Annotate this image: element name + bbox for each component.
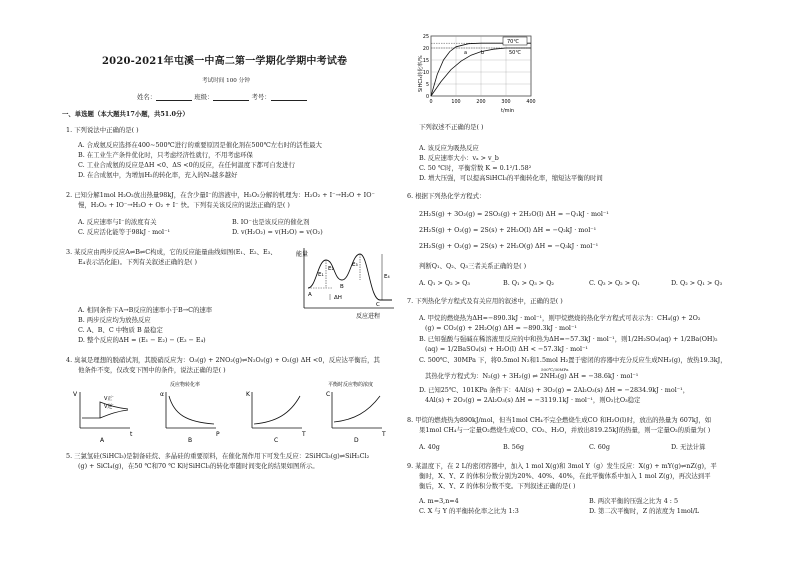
legend-70: 70℃: [507, 39, 519, 45]
y-tick-label: 15: [422, 58, 429, 64]
y-tick-label: 25: [422, 34, 429, 40]
q5-question: 下列叙述不正确的是( ): [419, 123, 484, 131]
q3-option-d: D. 整个反应的ΔH = (E₁ − E₂) − (E₃ − E₄): [78, 336, 206, 344]
q6-option-d: D. Q₂ > Q₁ > Q₃: [671, 279, 723, 287]
q6-option-c: C. Q₃ > Q₂ > Q₁: [589, 279, 640, 287]
q7-stem: 7. 下列热化学方程式及有关应用的叙述中，正确的是( ): [407, 297, 563, 305]
fig3-label-e4: E₄: [384, 274, 390, 280]
section-heading: 一、单选题（本大题共17小题，共51.0分）: [62, 110, 189, 118]
q7-option-c-line2: 其热化学方程式为：N₂(g) + 3H₂(g) ⇌ 2NH₃(g) ΔH = −38.6kJ · mol⁻¹: [425, 372, 639, 380]
y-tick-label: 20: [422, 46, 429, 52]
chart-xlabel: t/min: [501, 108, 515, 114]
q4-fig-a-letter: A: [100, 437, 105, 444]
q8-option-b: B. 56g: [503, 443, 524, 451]
fig3-ylabel: 能量: [296, 251, 309, 258]
q4-fig-b-title: 反应物转化率: [170, 382, 201, 388]
q4-fig-a-xlabel: t: [130, 431, 133, 438]
q4-fig-c-letter: C: [274, 437, 279, 444]
q8-option-a: A. 40g: [419, 443, 440, 451]
q3-option-a: A. 相同条件下A→B反应的速率小于B→C的速率: [78, 306, 213, 314]
q8-option-c: C. 60g: [589, 443, 610, 451]
q3-stem-line2: E₄表示活化能)。下列有关叙述正确的是( ): [78, 258, 197, 266]
fig3-label-e1: E₁: [318, 272, 324, 278]
q4-fig-c-ylabel: K: [246, 391, 250, 398]
q7-option-c-condition: 500℃/30MPa: [541, 367, 569, 372]
x-tick-label: 0: [429, 100, 433, 105]
point-label-a: a: [464, 50, 468, 56]
q1-stem: 1. 下列说法中正确的是( ): [66, 126, 139, 134]
q4-fig-a: [73, 391, 133, 444]
q4-fig-b: [160, 381, 220, 444]
q3-option-b: B. 两步反应均为放热反应: [78, 316, 151, 324]
q6-judge: 判断Q₁、Q₂、Q₃三者关系正确的是( ): [419, 262, 527, 270]
q4-fig-b-letter: B: [188, 437, 193, 444]
point-label-b: b: [481, 50, 485, 56]
energy-profile-figure: [296, 246, 400, 320]
exam-title: 2020-2021年屯溪一中高二第一学期化学期中考试卷: [102, 56, 348, 67]
q6-eq1: 2H₂S(g) + 3O₂(g) = 2SO₂(g) + 2H₂O(l) ΔH = −Q₁kJ · mol⁻¹: [419, 210, 609, 218]
conversion-chart: [417, 32, 547, 116]
q9-option-a: A. m=3,n=4: [419, 497, 459, 505]
q4-fig-c-xlabel: T: [302, 431, 306, 438]
q4-fig-c: [246, 391, 306, 444]
q5-option-b: B. 反应速率大小：vₐ > v_b: [419, 154, 499, 162]
q4-fig-a-ylabel: V: [73, 391, 78, 398]
q2-option-d: D. v(H₂O₂) = v(H₂O) = v(O₂): [232, 228, 323, 236]
q5-option-d: D. 增大压强，可以提高SiHCl₃的平衡转化率，缩短达平衡的时间: [419, 174, 603, 182]
q1-option-c: C. 工业合成氨的反应是ΔH <0、ΔS <0的反应，在任何温度下都可自发进行: [78, 161, 295, 169]
x-tick-label: 200: [476, 100, 486, 105]
fig3-label-e3: E₃: [352, 262, 358, 268]
q4-stem-line1: 4. 臭氧是理想的脱硝试剂，其脱硝反应为：O₃(g) + 2NO₂(g)⇌N₂O₅(g) + O₂(g) ΔH <0，反应达平衡后，其: [66, 356, 380, 364]
fig3-label-a: A: [308, 292, 312, 298]
q2-stem-line1: 2. 已知分解1mol H₂O₂放出热量98kJ，在含少量I⁻的溶液中，H₂O₂分解的机理为：H₂O₂ + I⁻→H₂O + IO⁻: [66, 191, 375, 199]
q8-stem-line2: 果1mol CH₄与一定量O₂燃烧生成CO、CO₂、H₂O，并放出819.25kJ的热量，则一定量O₂的质量为( ): [419, 426, 711, 434]
name-label: 姓名：: [137, 93, 157, 101]
q2-option-a: A. 反应速率与I⁻的浓度有关: [78, 218, 157, 226]
legend-50: 50℃: [509, 50, 521, 56]
q6-option-a: A. Q₁ > Q₂ > Q₃: [419, 279, 470, 287]
q1-option-d: D. 在合成氨中，为增加H₂的转化率，充入的N₂越多越好: [78, 171, 238, 179]
q4-fig-d-ylabel: C: [326, 391, 331, 398]
q6-eq2: 2H₂S(g) + O₂(g) = 2S(s) + 2H₂O(l) ΔH = −Q₂kJ · mol⁻¹: [419, 226, 597, 234]
q5-option-c: C. 50 ℃时，平衡常数 K = 0.1²/1.58²: [419, 164, 532, 172]
x-tick-label: 300: [501, 100, 511, 105]
q4-fig-d-xlabel: T: [382, 431, 386, 438]
y-tick-label: 10: [422, 70, 429, 76]
q4-fig-d-letter: D: [354, 437, 359, 444]
y-tick-label: 5: [425, 82, 429, 88]
q9-option-d: D. 第二次平衡时，Z 的浓度为 1mol/L: [589, 507, 700, 515]
q4-fig-d: [326, 381, 386, 444]
fig3-xlabel: 反应进程: [356, 313, 381, 320]
q6-eq3: 2H₂S(g) + O₂(g) = 2S(s) + 2H₂O(g) ΔH = −Q₃kJ · mol⁻¹: [419, 242, 599, 250]
q9-stem-line3: 衡后，X、Y、Z 的体积分数不变。下列叙述正确的是( ): [419, 482, 576, 490]
q2-option-c: C. 反应活化能等于98kJ · mol⁻¹: [78, 228, 171, 236]
q7-option-d-line2: 4Al(s) + 2O₃(g) = 2Al₂O₃(s) ΔH = −3119.1kJ · mol⁻¹，则O₂比O₃稳定: [425, 396, 641, 404]
q3-option-c: C. A、B、C 中物质 B 最稳定: [78, 326, 163, 334]
q4-fig-a-mark2: V逆′: [104, 404, 114, 410]
fig3-label-e2: E₂: [328, 266, 334, 272]
q2-option-b: B. IO⁻也是该反应的催化剂: [232, 218, 310, 226]
q5-stem-line2: (g) + SiCl₄(g)，在50 ℃和70 ℃ K时SiHCl₃的转化率随时间变化的结果如图所示。: [78, 462, 319, 470]
q4-fig-a-mark1: V正′: [104, 396, 114, 402]
q1-option-b: B. 在工业生产条件优化时，只考虑经济性就行，不用考虑环保: [78, 151, 253, 159]
q9-option-c: C. X 与 Y 的平衡转化率之比为 1:3: [419, 507, 519, 515]
q4-stem-line2: 他条件不变，仅改变下图中的条件，说法正确的是( ): [78, 366, 226, 374]
fig3-label-b: B: [340, 284, 344, 290]
chart-ylabel: SiHCl₃转化率/%: [418, 55, 424, 92]
exam-time: 考试时间 100 分钟: [202, 78, 250, 84]
q7-option-d-line1: D. 已知25℃、101KPa 条件下：4Al(s) + 3O₂(g) = 2Al₂O₃(s) ΔH = −2834.9kJ · mol⁻¹，: [419, 386, 690, 394]
fig3-label-c: C: [376, 302, 380, 308]
fig3-label-dh: ΔH: [334, 295, 342, 301]
q9-stem-line2: 衡时，X、Y、Z 的体积分数分别为20%、40%、40%，在此平衡体系中加入 1 mol Z(g)，再次达到平: [419, 472, 711, 480]
q7-option-b-line2: (aq) = 1/2BaSO₄(s) + H₂O(l) ΔH < −57.3kJ · mol⁻¹: [425, 345, 588, 353]
q5-option-a: A. 该反应为吸热反应: [419, 144, 479, 152]
x-tick-labels: [429, 99, 535, 105]
q5-stem-line1: 5. 三氯氢硅(SiHCl₃)是制备硅烷、多晶硅的重要原料，在催化剂作用下可发生反应：2SiHCl₃(g)⇌SiH₂Cl₂: [66, 452, 370, 460]
q7-option-a-line2: (g) = CO₂(g) + 2H₂O(g) ΔH = −890.3kJ · mol⁻¹: [425, 324, 577, 332]
q4-fig-b-xlabel: P: [216, 431, 220, 438]
class-label: 班级：: [194, 93, 214, 101]
q4-fig-b-ylabel: α: [160, 391, 164, 398]
q8-option-d: D. 无法计算: [671, 443, 706, 451]
q4-figures: [70, 378, 400, 444]
id-label: 考号：: [251, 93, 271, 101]
x-tick-label: 100: [451, 100, 461, 105]
q1-option-a: A. 合成氨反应选择在400∼500℃进行的重要原因是催化剂在500℃左右时的活性最大: [78, 141, 322, 149]
q9-option-b: B. 两次平衡的压强之比为 4 : 5: [589, 497, 679, 505]
q3-stem-line1: 3. 某反应由两步反应A⇌B⇌C构成，它的反应能量曲线如图(E₁、E₂、E₃、: [66, 248, 277, 256]
q7-option-b-line1: B. 已知强酸与强碱在稀溶液里反应的中和热为ΔH=−57.3kJ · mol⁻¹，则1/2H₂SO₄(aq) + 1/2Ba(OH)₂: [419, 335, 718, 343]
q6-stem: 6. 根据下列热化学方程式：: [407, 192, 486, 200]
name-field: [137, 93, 307, 101]
q9-stem-line1: 9. 某温度下，在 2 L的密闭容器中，加入 1 mol X(g)和 3mol Y（g）发生反应：X(g) + mY(g)⇌nZ(g)，平: [407, 462, 717, 470]
q8-stem-line1: 8. 甲烷的燃烧热为890kJ/mol，但当1mol CH₄不完全燃烧生成CO 和H₂O(l)时，放出的热量为 607kJ，如: [407, 416, 712, 424]
x-tick-label: 400: [526, 100, 536, 105]
q4-fig-d-title: 平衡时反应物的浓度: [328, 382, 374, 388]
q2-stem-line2: 慢，H₂O₂ + IO⁻→H₂O + O₂ + I⁻ 快。下列有关该反应的说法正确的是( ): [78, 201, 290, 209]
q6-option-b: B. Q₁ > Q₃ > Q₂: [503, 279, 554, 287]
q7-option-c-line1: C. 500℃、30MPa 下，将0.5mol N₂和1.5mol H₂置于密闭的容器中充分反应生成NH₃(g)，放热19.3kJ，: [419, 356, 727, 364]
q7-option-a-line1: A. 甲烷的燃烧热为ΔH=−890.3kJ · mol⁻¹，则甲烷燃烧的热化学方程式可表示为：CH₄(g) + 2O₂: [419, 314, 701, 322]
y-tick-label: 0: [425, 94, 429, 100]
